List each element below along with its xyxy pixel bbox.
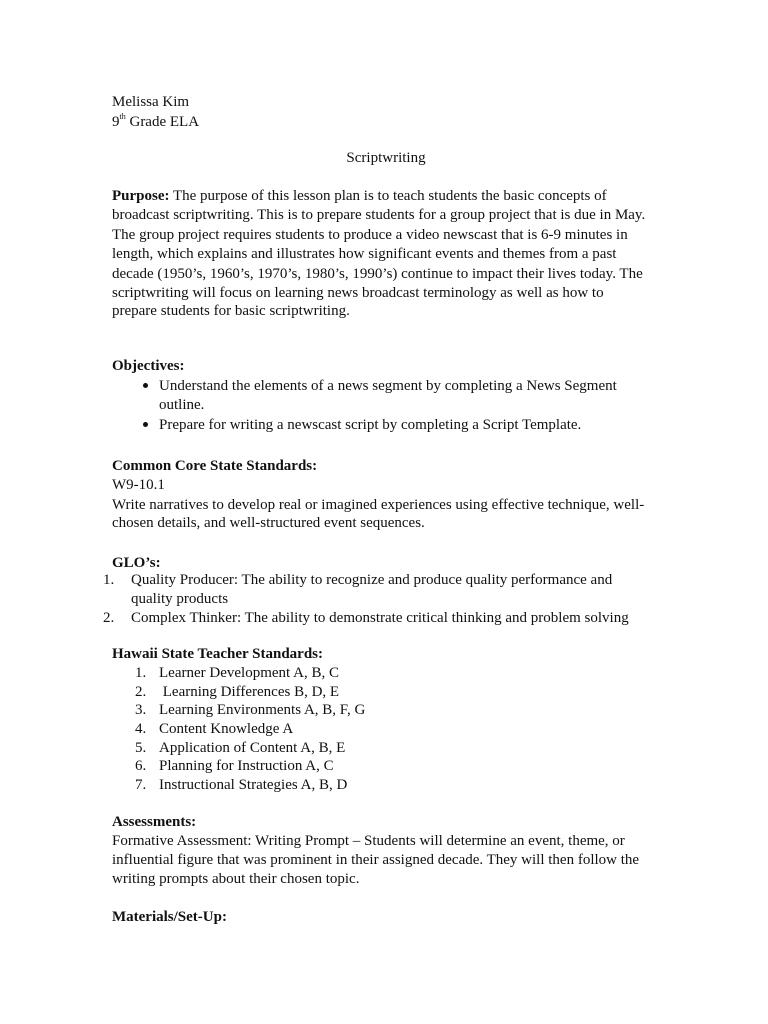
objective-item: Prepare for writing a newscast script by completing a Script Template. — [159, 417, 582, 433]
ccss-heading: Common Core State Standards: — [112, 458, 318, 474]
objective-item: Understand the elements of a news segment by completing a News Segment — [159, 378, 617, 394]
ccss-text: Write narratives to develop real or imagined experiences using effective technique, well- — [112, 497, 645, 513]
standard-item: Learner Development A, B, C — [159, 665, 339, 681]
glo-item: Quality Producer: The ability to recognize and produce quality performance and — [131, 572, 613, 588]
standard-item: Application of Content A, B, E — [159, 740, 346, 756]
document-title: Scriptwriting — [346, 150, 426, 166]
glo-item: Complex Thinker: The ability to demonstrate critical thinking and problem solving — [131, 610, 629, 626]
objectives-heading: Objectives: — [112, 358, 185, 374]
standard-number: 7. — [135, 777, 147, 793]
purpose-line — [112, 186, 607, 206]
author-name: Melissa Kim — [112, 94, 190, 110]
hsts-heading: Hawaii State Teacher Standards: — [112, 646, 323, 662]
purpose-line: length, which explains and illustrates how significant events and themes from a past — [112, 246, 617, 262]
standard-number: 1. — [135, 665, 147, 681]
standard-item: Learning Environments A, B, F, G — [159, 702, 366, 718]
standard-number: 6. — [135, 758, 147, 774]
standard-item: Instructional Strategies A, B, D — [159, 777, 348, 793]
standard-item: Content Knowledge A — [159, 721, 294, 737]
purpose-line: decade (1950’s, 1960’s, 1970’s, 1980’s, 1990’s) continue to impact their lives today. The — [112, 266, 643, 282]
purpose-line: prepare students for basic scriptwriting. — [112, 303, 350, 319]
standard-number: 2. — [135, 684, 147, 700]
materials-heading: Materials/Set-Up: — [112, 909, 227, 925]
standard-number: 4. — [135, 721, 147, 737]
assessments-text: influential figure that was prominent in their assigned decade. They will then follow the — [112, 852, 640, 868]
glo-item-cont: quality products — [131, 591, 229, 607]
grade-level — [112, 112, 199, 132]
grade-text: Grade ELA — [125, 114, 200, 130]
bullet-icon — [143, 383, 148, 388]
glos-heading: GLO’s: — [112, 555, 161, 571]
grade-number: 9 — [112, 114, 120, 130]
purpose-label: Purpose: — [112, 188, 170, 204]
grade-suffix: th — [119, 112, 126, 121]
glo-number: 2. — [103, 610, 115, 626]
purpose-line: The group project requires students to produce a video newscast that is 6-9 minutes in — [112, 227, 628, 243]
bullet-icon — [143, 422, 148, 427]
standard-item: Learning Differences B, D, E — [159, 684, 340, 700]
ccss-text: chosen details, and well-structured event sequences. — [112, 515, 425, 531]
glo-number: 1. — [103, 572, 115, 588]
purpose-line: broadcast scriptwriting. This is to prepare students for a group project that is due in May. — [112, 207, 646, 223]
standard-number: 3. — [135, 702, 147, 718]
assessments-text: writing prompts about their chosen topic. — [112, 871, 360, 887]
objective-item-cont: outline. — [159, 397, 205, 413]
standard-item: Planning for Instruction A, C — [159, 758, 334, 774]
assessments-heading: Assessments: — [112, 814, 197, 830]
purpose-text: The purpose of this lesson plan is to teach students the basic concepts of — [169, 188, 607, 204]
ccss-code: W9-10.1 — [112, 477, 165, 493]
standard-number: 5. — [135, 740, 147, 756]
purpose-line: scriptwriting will focus on learning news broadcast terminology as well as how to — [112, 285, 604, 301]
assessments-text: Formative Assessment: Writing Prompt – Students will determine an event, theme, or — [112, 833, 625, 849]
